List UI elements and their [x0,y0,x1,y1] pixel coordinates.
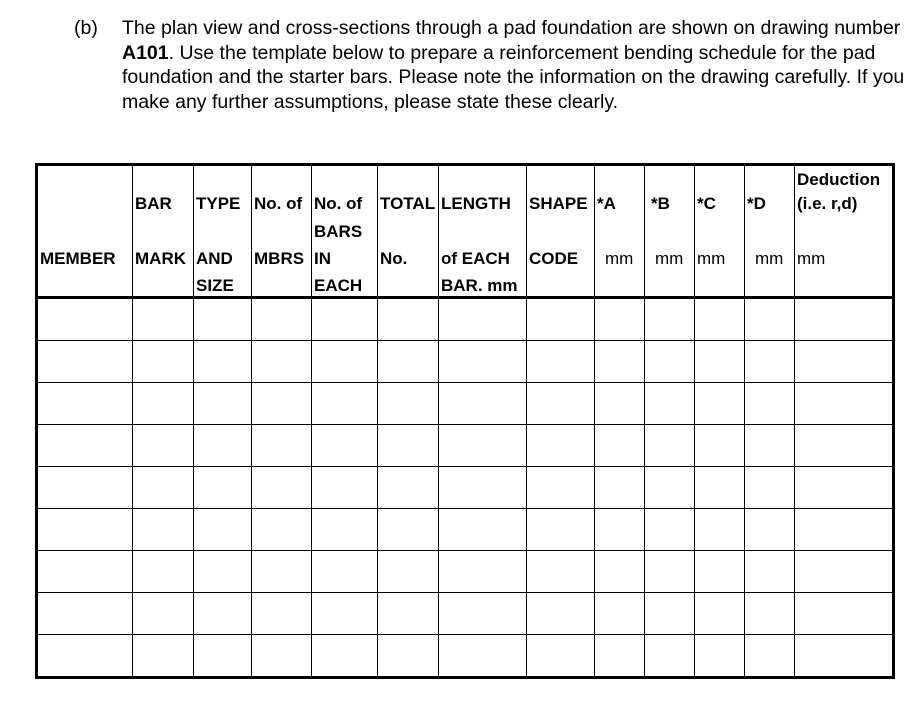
table-cell[interactable] [595,425,645,467]
table-cell[interactable] [595,298,645,341]
table-cell[interactable] [795,593,894,635]
table-cell[interactable] [37,467,133,509]
table-cell[interactable] [527,509,595,551]
header-c-line1: *C [697,194,716,213]
header-d-line1: *D [747,194,766,213]
table-cell[interactable] [133,509,194,551]
header-mbrs-line2: MBRS [254,249,305,268]
table-cell[interactable] [378,551,439,593]
table-cell[interactable] [595,341,645,383]
header-deduction-line2: (i.e. r,d) [797,194,858,213]
table-cell[interactable] [745,509,795,551]
table-cell[interactable] [527,635,595,678]
table-row [37,425,894,467]
question-text [122,16,922,114]
table-cell[interactable] [133,593,194,635]
table-cell[interactable] [795,298,894,341]
table-cell[interactable] [527,383,595,425]
table-cell[interactable] [645,298,695,341]
table-row [37,298,894,341]
header-no-of-bars [312,165,378,298]
header-c-unit: mm [697,249,726,268]
table-cell[interactable] [795,467,894,509]
table-cell[interactable] [595,551,645,593]
header-d [745,165,795,298]
table-cell[interactable] [439,298,527,341]
table-cell[interactable] [312,383,378,425]
table-cell[interactable] [527,425,595,467]
question-label: (b) [74,17,98,39]
table-cell[interactable] [439,467,527,509]
table-cell[interactable] [795,509,894,551]
header-deduction [795,165,894,298]
header-shape-line1: SHAPE [529,194,588,213]
table-cell[interactable] [378,425,439,467]
table-cell[interactable] [439,509,527,551]
header-a-unit: mm [605,249,634,268]
table-cell[interactable] [795,383,894,425]
header-length-line3: BAR. mm [441,276,518,295]
header-type-line3: SIZE [196,276,234,295]
header-deduction-line1: Deduction [797,170,881,189]
table-cell[interactable] [645,341,695,383]
table-cell[interactable] [37,383,133,425]
table-row [37,341,894,383]
table-row [37,551,894,593]
table-cell[interactable] [439,593,527,635]
table-cell[interactable] [37,341,133,383]
header-total-line2: No. [380,249,408,268]
table-cell[interactable] [312,467,378,509]
table-cell[interactable] [439,341,527,383]
schedule-body [37,298,894,678]
table-cell[interactable] [133,298,194,341]
table-row [37,467,894,509]
header-bars-line2: BARS [314,222,363,241]
table-cell[interactable] [133,467,194,509]
table-cell[interactable] [595,383,645,425]
table-cell[interactable] [312,509,378,551]
table-cell[interactable] [527,298,595,341]
header-bar-mark-line2: MARK [135,249,186,268]
header-type-line1: TYPE [196,194,241,213]
table-cell[interactable] [133,551,194,593]
header-b-line1: *B [651,194,670,213]
table-cell[interactable] [595,467,645,509]
table-cell[interactable] [645,551,695,593]
header-member-label: MEMBER [40,249,116,268]
table-cell[interactable] [194,635,252,678]
table-cell[interactable] [37,425,133,467]
table-row [37,509,894,551]
table-cell[interactable] [312,635,378,678]
header-shape-line2: CODE [529,249,579,268]
table-row [37,593,894,635]
table-cell[interactable] [133,341,194,383]
table-cell[interactable] [194,467,252,509]
table-cell[interactable] [595,635,645,678]
table-cell[interactable] [695,467,745,509]
header-total-no [378,165,439,298]
table-cell[interactable] [527,467,595,509]
table-cell[interactable] [695,298,745,341]
table-cell[interactable] [378,635,439,678]
table-cell[interactable] [133,425,194,467]
table-cell[interactable] [312,341,378,383]
table-cell[interactable] [252,509,312,551]
header-bar-mark-line1: BAR [135,194,172,213]
header-bar-mark [133,165,194,298]
table-cell[interactable] [439,551,527,593]
table-cell[interactable] [745,593,795,635]
table-cell[interactable] [378,509,439,551]
question-text-after: . Use the template below to prepare a reinforcement bending schedule for the pad foundation and the starter bars. Please note the information on the drawing carefully. If you make any further assumptions, please state these clearly. [122,41,905,113]
header-length-line1: LENGTH [441,194,511,213]
table-cell[interactable] [527,341,595,383]
table-cell[interactable] [595,593,645,635]
table-cell[interactable] [645,635,695,678]
table-cell[interactable] [695,593,745,635]
table-cell[interactable] [378,467,439,509]
header-d-unit: mm [755,249,784,268]
table-cell[interactable] [439,383,527,425]
table-cell[interactable] [252,467,312,509]
table-cell[interactable] [252,551,312,593]
table-cell[interactable] [312,298,378,341]
header-type-size [194,165,252,298]
table-cell[interactable] [252,635,312,678]
header-shape-code [527,165,595,298]
question-text-before: The plan view and cross-sections through a pad foundation are shown on drawing number [122,17,901,39]
table-cell[interactable] [252,425,312,467]
table-cell[interactable] [37,635,133,678]
header-no-of-mbrs [252,165,312,298]
table-cell[interactable] [252,298,312,341]
table-cell[interactable] [745,467,795,509]
drawing-number: A101 [122,41,169,64]
table-cell[interactable] [695,425,745,467]
table-cell[interactable] [745,425,795,467]
table-cell[interactable] [439,635,527,678]
header-deduction-unit: mm [797,249,826,268]
table-cell[interactable] [527,551,595,593]
header-c [695,165,745,298]
table-row [37,383,894,425]
table-cell[interactable] [745,383,795,425]
table-cell[interactable] [745,635,795,678]
table-cell[interactable] [252,341,312,383]
header-a-line1: *A [597,194,616,213]
table-cell[interactable] [645,593,695,635]
table-cell[interactable] [795,551,894,593]
table-cell[interactable] [645,425,695,467]
table-cell[interactable] [695,551,745,593]
table-cell[interactable] [194,425,252,467]
header-length-line2: of EACH [441,249,510,268]
table-cell[interactable] [795,635,894,678]
table-cell[interactable] [645,467,695,509]
table-cell[interactable] [378,383,439,425]
table-cell[interactable] [312,551,378,593]
header-b-unit: mm [655,249,684,268]
table-cell[interactable] [194,298,252,341]
table-cell[interactable] [194,341,252,383]
table-cell[interactable] [37,551,133,593]
table-cell[interactable] [439,425,527,467]
table-cell[interactable] [252,593,312,635]
table-cell[interactable] [527,593,595,635]
table-cell[interactable] [194,509,252,551]
table-cell[interactable] [312,425,378,467]
header-bars-line4: EACH [314,276,363,295]
table-cell[interactable] [312,593,378,635]
table-cell[interactable] [795,425,894,467]
table-cell[interactable] [378,298,439,341]
table-cell[interactable] [378,593,439,635]
table-cell[interactable] [745,341,795,383]
table-cell[interactable] [252,383,312,425]
header-bars-line1: No. of [314,194,363,213]
header-member [37,165,133,298]
header-mbrs-line1: No. of [254,194,303,213]
header-a [595,165,645,298]
table-cell[interactable] [645,383,695,425]
table-cell[interactable] [194,551,252,593]
bending-schedule-table [35,163,895,679]
table-cell[interactable] [194,593,252,635]
table-cell[interactable] [133,383,194,425]
table-cell[interactable] [695,383,745,425]
table-cell[interactable] [378,341,439,383]
table-cell[interactable] [695,509,745,551]
header-type-line2: AND [196,249,233,268]
table-cell[interactable] [795,341,894,383]
table-cell[interactable] [695,341,745,383]
header-b [645,165,695,298]
header-length [439,165,527,298]
table-cell[interactable] [37,593,133,635]
table-cell[interactable] [37,298,133,341]
table-cell[interactable] [133,635,194,678]
header-bars-line3: IN [314,249,331,268]
table-cell[interactable] [745,298,795,341]
table-cell[interactable] [595,509,645,551]
table-cell[interactable] [695,635,745,678]
table-cell[interactable] [745,551,795,593]
table-row [37,635,894,678]
table-cell[interactable] [194,383,252,425]
table-cell[interactable] [645,509,695,551]
header-row [37,165,894,298]
header-total-line1: TOTAL [380,194,436,213]
table-cell[interactable] [37,509,133,551]
